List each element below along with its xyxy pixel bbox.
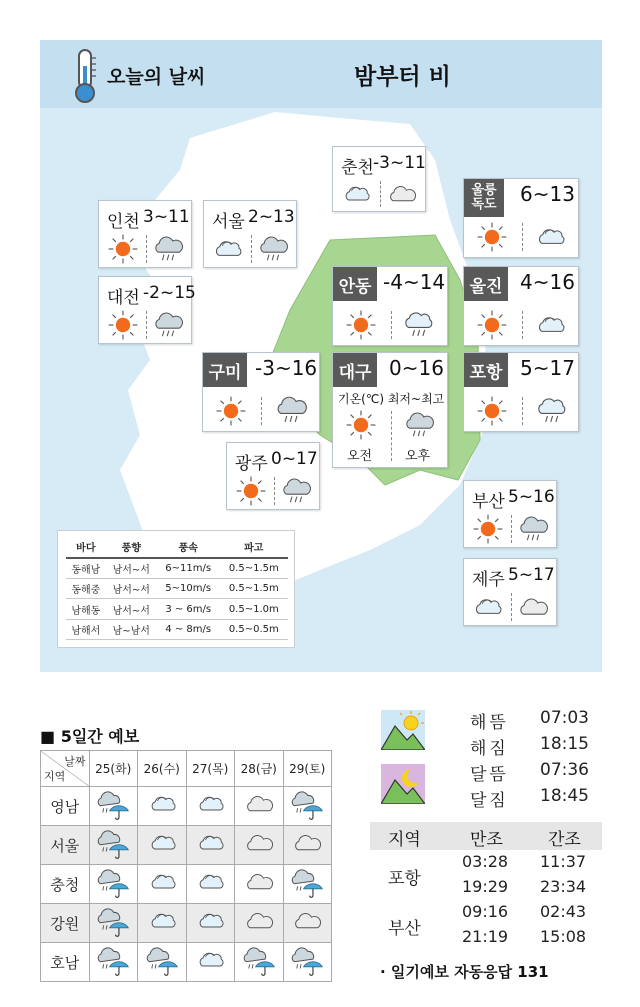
- tide-low: 23:34: [540, 877, 587, 896]
- tide-high: 03:28: [462, 852, 509, 871]
- tide-region: 부산: [388, 919, 421, 939]
- cloudy-rain-icon: [256, 233, 290, 265]
- sunny-icon: [345, 309, 377, 341]
- tide-low: 02:43: [540, 902, 587, 921]
- forecast-day: 25(화): [89, 751, 138, 787]
- city-card-gwangju: [226, 442, 320, 510]
- city-card-uljin: [463, 266, 579, 346]
- city-name: 대구: [333, 353, 377, 387]
- cloud-umbrella-icon: [241, 943, 277, 977]
- forecast-row: [41, 943, 332, 982]
- city-temp: -2~15: [143, 283, 196, 303]
- am-label: 오전: [347, 449, 373, 464]
- cloud-umbrella-icon: [95, 826, 131, 860]
- sunny-icon: [235, 475, 267, 507]
- cloud-umbrella-icon: [95, 787, 131, 821]
- sea-header: 풍속: [157, 537, 220, 558]
- cloudy-icon: [243, 906, 275, 936]
- sunny-icon: [215, 395, 247, 427]
- tide-region: 포항: [388, 869, 421, 889]
- partly-cloudy-icon: [146, 789, 178, 819]
- city-card-jeju: [463, 558, 557, 626]
- cloud-umbrella-icon: [95, 865, 131, 899]
- city-name: 울릉 독도: [464, 179, 504, 217]
- map-header: [40, 40, 602, 108]
- partly-cloudy-icon: [194, 945, 226, 975]
- sunny-icon: [476, 309, 508, 341]
- sea-row: [66, 599, 288, 620]
- city-temp: 6~13: [520, 182, 575, 206]
- forecast-day: 28(금): [235, 751, 284, 787]
- cloudy-icon: [243, 828, 275, 858]
- sunset-time: 18:15: [540, 734, 589, 754]
- city-temp: 2~13: [248, 207, 295, 227]
- city-card-daegu: [332, 352, 448, 468]
- city-temp: -3~16: [255, 356, 318, 380]
- forecast-day: 29(토): [283, 751, 332, 787]
- city-temp: 0~16: [389, 356, 444, 380]
- cloudy-icon: [516, 591, 550, 623]
- sea-cell: 동해남: [66, 558, 106, 579]
- tide-header-low: 간조: [548, 830, 581, 850]
- cloudy-rain-icon: [151, 233, 185, 265]
- moonrise-icon: [381, 764, 425, 804]
- corner-date-label: 날짜: [64, 755, 86, 768]
- cloud-umbrella-icon: [95, 943, 131, 977]
- forecast-day: 27(목): [186, 751, 235, 787]
- city-temp: 4~16: [520, 270, 575, 294]
- cloudy-rain-icon: [279, 475, 313, 507]
- partly-cloudy-icon: [146, 906, 178, 936]
- sunset-label: 해짐: [470, 739, 509, 759]
- sea-table: [57, 530, 295, 648]
- cloud-umbrella-icon: [289, 787, 325, 821]
- city-temp: 0~17: [271, 449, 318, 469]
- city-name: 춘천: [341, 158, 374, 178]
- moonset-time: 18:45: [540, 786, 589, 806]
- cloud-umbrella-icon: [289, 865, 325, 899]
- hotline-text: · 일기예보 자동응답 131: [380, 963, 549, 981]
- sunny-icon: [476, 221, 508, 253]
- city-card-gumi: [202, 352, 320, 432]
- cloud-umbrella-icon: [95, 904, 131, 938]
- sunny-icon: [345, 409, 377, 441]
- moonrise-time: 07:36: [540, 760, 589, 780]
- city-temp: 5~17: [508, 565, 555, 585]
- cloud-umbrella-icon: [144, 943, 180, 977]
- sea-cell: 남해서: [66, 619, 106, 640]
- sea-header-row: [66, 537, 288, 558]
- partly-cloudy-icon: [210, 233, 244, 265]
- sea-cell: 6~11m/s: [157, 558, 220, 579]
- tide-high: 19:29: [462, 877, 509, 896]
- tide-high: 09:16: [462, 902, 509, 921]
- partly-cloudy-icon: [146, 867, 178, 897]
- sea-cell: 0.5~1.5m: [220, 578, 288, 599]
- forecast-header-row: [41, 751, 332, 787]
- cloudy-icon: [291, 828, 323, 858]
- temp-legend: 기온(℃) 최저~최고: [338, 392, 445, 406]
- forecast-title: ■ 5일간 예보: [40, 727, 140, 746]
- city-name: 포항: [464, 353, 508, 387]
- sea-cell: 남서~서: [106, 558, 157, 579]
- partly-cloudy-icon: [194, 867, 226, 897]
- forecast-region: 호남: [41, 943, 90, 982]
- forecast-region: 충청: [41, 865, 90, 904]
- sea-cell: 남해동: [66, 599, 106, 620]
- city-name: 제주: [472, 570, 505, 590]
- header-title: 오늘의 날씨: [107, 66, 206, 88]
- sea-header: 바다: [66, 537, 106, 558]
- partly-cloudy-icon: [146, 828, 178, 858]
- city-temp: 5~16: [508, 487, 555, 507]
- city-card-seoul: [203, 200, 297, 268]
- sea-cell: 0.5~1.0m: [220, 599, 288, 620]
- sea-cell: 남서~서: [106, 599, 157, 620]
- partly-cloudy-icon: [194, 828, 226, 858]
- forecast-row: [41, 826, 332, 865]
- city-temp: 5~17: [520, 356, 575, 380]
- moonset-label: 달짐: [470, 791, 509, 811]
- sea-cell: 5~10m/s: [157, 578, 220, 599]
- partly-cloudy-rain-icon: [399, 307, 435, 341]
- sea-cell: 0.5~1.5m: [220, 558, 288, 579]
- partly-cloudy-rain-icon: [532, 393, 568, 427]
- city-card-andong: [332, 266, 448, 346]
- city-card-chuncheon: [332, 146, 426, 212]
- sunny-icon: [107, 309, 139, 341]
- partly-cloudy-icon: [194, 789, 226, 819]
- partly-cloudy-icon: [470, 591, 504, 623]
- cloudy-icon: [385, 179, 419, 209]
- sunrise-icon: [381, 710, 425, 750]
- city-temp: -4~14: [383, 270, 446, 294]
- sea-row: [66, 619, 288, 640]
- sea-cell: 남서~서: [106, 578, 157, 599]
- city-name: 인천: [107, 212, 140, 232]
- tide-low: 11:37: [540, 852, 587, 871]
- city-temp: -3~11: [373, 153, 426, 173]
- city-name: 광주: [235, 454, 268, 474]
- partly-cloudy-icon: [532, 221, 568, 253]
- tide-header: [370, 822, 602, 850]
- sea-row: [66, 578, 288, 599]
- pm-label: 오후: [405, 449, 431, 464]
- city-card-ulleung: [463, 178, 579, 258]
- cloudy-rain-icon: [273, 393, 309, 427]
- city-card-busan: [463, 480, 557, 548]
- city-card-incheon: [98, 200, 192, 268]
- forecast-table: [40, 750, 332, 982]
- forecast-region: 영남: [41, 787, 90, 826]
- sea-cell: 0.5~0.5m: [220, 619, 288, 640]
- city-card-daejeon: [98, 276, 196, 344]
- sea-cell: 4 ~ 8m/s: [157, 619, 220, 640]
- cloudy-rain-icon: [401, 409, 437, 441]
- sea-cell: 3 ~ 6m/s: [157, 599, 220, 620]
- sea-row: [66, 558, 288, 579]
- city-name: 대전: [107, 288, 140, 308]
- city-name: 부산: [472, 492, 505, 512]
- tide-header-region: 지역: [388, 830, 421, 850]
- city-name: 구미: [203, 353, 247, 387]
- cloudy-icon: [291, 906, 323, 936]
- forecast-corner: [41, 751, 90, 787]
- sunny-icon: [107, 233, 139, 265]
- forecast-row: [41, 865, 332, 904]
- forecast-region: 서울: [41, 826, 90, 865]
- city-temp: 3~11: [143, 207, 190, 227]
- partly-cloudy-icon: [532, 309, 568, 341]
- city-card-pohang: [463, 352, 579, 432]
- tide-low: 15:08: [540, 927, 587, 946]
- header-headline: 밤부터 비: [354, 64, 451, 90]
- cloudy-icon: [243, 867, 275, 897]
- forecast-day: 26(수): [138, 751, 187, 787]
- forecast-row: [41, 904, 332, 943]
- forecast-row: [41, 787, 332, 826]
- thermometer-icon: [70, 46, 100, 106]
- weather-map: [40, 40, 602, 672]
- cloudy-rain-icon: [151, 309, 185, 341]
- cloud-umbrella-icon: [289, 943, 325, 977]
- city-name: 서울: [212, 212, 245, 232]
- cloudy-rain-icon: [516, 513, 550, 545]
- sunrise-time: 07:03: [540, 708, 589, 728]
- sunny-icon: [472, 513, 504, 545]
- city-name: 울진: [464, 267, 508, 301]
- sea-header: 풍향: [106, 537, 157, 558]
- partly-cloudy-icon: [194, 906, 226, 936]
- sea-cell: 동해중: [66, 578, 106, 599]
- tide-high: 21:19: [462, 927, 509, 946]
- moonrise-label: 달뜸: [470, 765, 509, 785]
- sea-header: 파고: [220, 537, 288, 558]
- forecast-region: 강원: [41, 904, 90, 943]
- sunny-icon: [476, 395, 508, 427]
- corner-region-label: 지역: [44, 770, 66, 783]
- sunrise-label: 해뜸: [470, 713, 509, 733]
- partly-cloudy-icon: [339, 179, 373, 209]
- cloudy-icon: [243, 789, 275, 819]
- sea-cell: 남~남서: [106, 619, 157, 640]
- tide-header-high: 만조: [470, 830, 503, 850]
- city-name: 안동: [333, 267, 377, 301]
